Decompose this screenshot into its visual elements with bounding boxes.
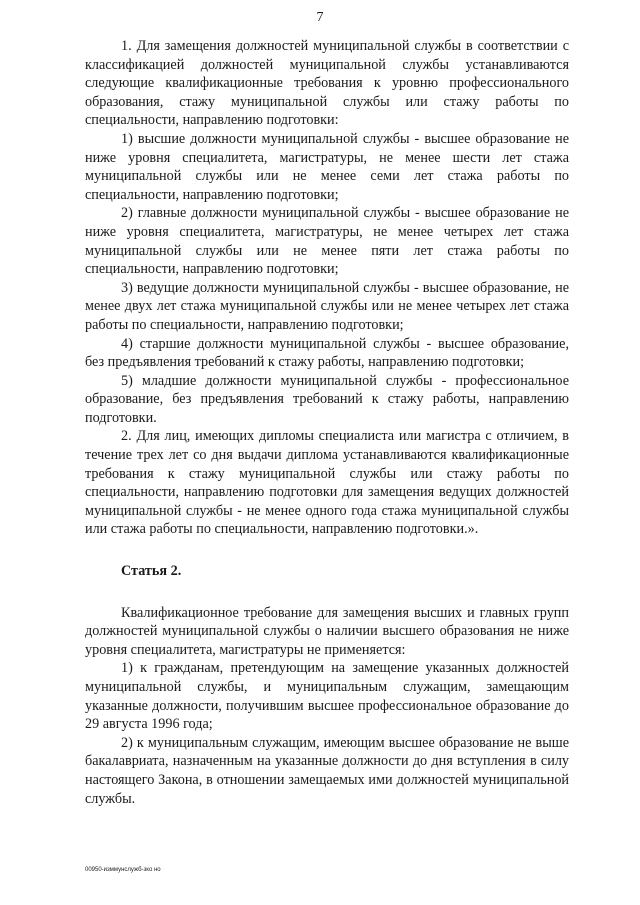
list-item-article2-citizens: 1) к гражданам, претендующим на замещение указанных должностей муниципальной службы, и муниципальным служащим, замещающим указанные должности, получившим высшее профессиональное образование до 29 августа 1996 года; <box>85 660 569 733</box>
list-item-senior-positions: 4) старшие должности муниципальной службы - высшее образование, без предъявления требований к стажу работы, направлению подготовки; <box>85 335 569 371</box>
paragraph-section1-point2: 2. Для лиц, имеющих дипломы специалиста или магистра с отличием, в течение трех лет со дня выдачи диплома устанавливаются квалификационные требования к стажу муниципальной службы или стажу работы по специальности, направлению подготовки для замещения ведущих должностей муниципальной службы - не менее одного года стажа муниципальной службы или стажа работы по специальности, направлению подготовки.». <box>85 428 569 538</box>
list-item-highest-positions: 1) высшие должности муниципальной службы - высшее образование не ниже уровня специалитета, магистратуры, не менее шести лет стажа муниципальной службы или не менее семи лет стажа работы по специальности, направлению подготовки; <box>85 130 569 203</box>
document-code-footer: 00950-изммунслужб-зко но <box>85 867 161 873</box>
list-item-main-positions: 2) главные должности муниципальной службы - высшее образование не ниже уровня специалитета, магистратуры, не менее четырех лет стажа муниципальной службы или не менее пяти лет стажа работы по специальности, направлению подготовки; <box>85 205 569 278</box>
list-item-article2-bachelors: 2) к муниципальным служащим, имеющим высшее образование не выше бакалавриата, назначенным на указанные должности до дня вступления в силу настоящего Закона, в отношении замещаемых ими должностей муниципальной службы. <box>85 734 569 807</box>
document-body <box>85 37 569 808</box>
paragraph-article2-intro: Квалификационное требование для замещения высших и главных групп должностей муниципальной службы о наличии высшего образования не ниже уровня специалитета, магистратуры не применяется: <box>85 604 569 658</box>
page-number: 7 <box>316 10 324 25</box>
list-item-leading-positions: 3) ведущие должности муниципальной службы - высшее образование, не менее двух лет стажа муниципальной службы или не менее четырех лет стажа работы по специальности, направлению подготовки; <box>85 279 569 333</box>
paragraph-section1-intro: 1. Для замещения должностей муниципальной службы в соответствии с классификацией должностей муниципальной службы устанавливаются следующие квалификационные требования к уровню профессионального образования, стажу муниципальной службы или стажу работы по специальности, направлению подготовки: <box>85 38 569 129</box>
article-2-heading: Статья 2. <box>121 563 182 580</box>
list-item-junior-positions: 5) младшие должности муниципальной службы - профессиональное образование, без предъявления требований к стажу работы, направлению подготовки. <box>85 372 569 426</box>
